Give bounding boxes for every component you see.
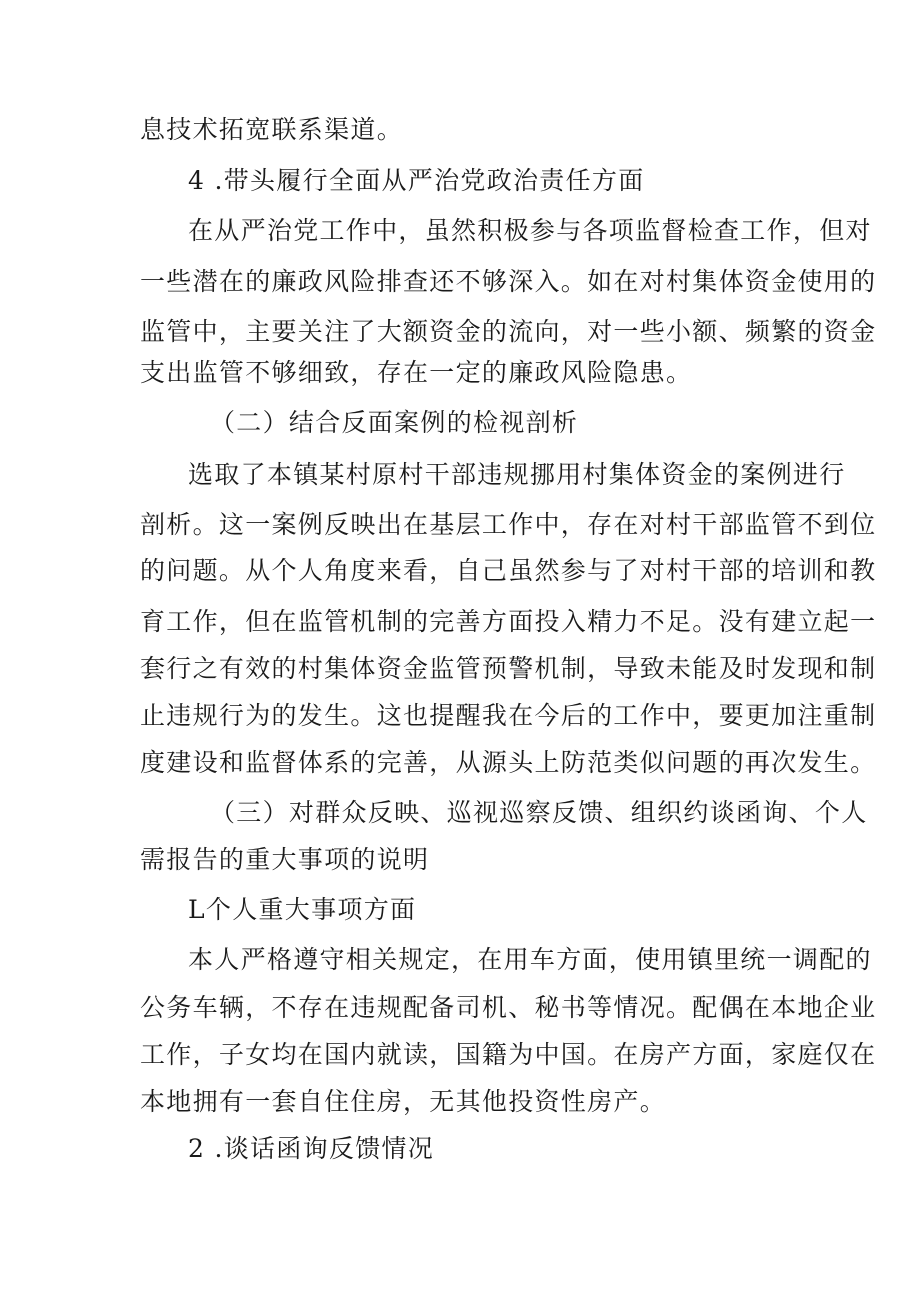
section-heading: （三）对群众反映、巡视巡察反馈、组织约谈函询、个人 — [210, 798, 868, 827]
section-heading: 4 .带头履行全面从严治党政治责任方面 — [188, 166, 645, 195]
section-heading: L个人重大事项方面 — [188, 895, 417, 924]
text-line: 育工作，但在监管机制的完善方面投入精力不足。没有建立起一 — [140, 607, 877, 636]
text-line: 工作，子女均在国内就读，国籍为中国。在房产方面，家庭仅在 — [140, 1040, 877, 1069]
section-heading: （二）结合反面案例的检视剖析 — [210, 408, 579, 437]
text-line: 在从严治党工作中，虽然积极参与各项监督检查工作，但对 — [188, 216, 872, 245]
text-line: 本地拥有一套自住住房，无其他投资性房产。 — [140, 1087, 667, 1116]
text-line: 监管中，主要关注了大额资金的流向，对一些小额、频繁的资金 — [140, 317, 877, 346]
text-line: 套行之有效的村集体资金监管预警机制，导致未能及时发现和制 — [140, 654, 877, 683]
text-line: 度建设和监督体系的完善，从源头上防范类似问题的再次发生。 — [140, 748, 877, 777]
text-line: 本人严格遵守相关规定，在用车方面，使用镇里统一调配的 — [188, 945, 872, 974]
section-heading: 需报告的重大事项的说明 — [140, 845, 430, 874]
text-line: 息技术拓宽联系渠道。 — [140, 115, 404, 144]
text-line: 的问题。从个人角度来看，自己虽然参与了对村干部的培训和教 — [140, 556, 877, 585]
section-heading: 2 .谈话函询反馈情况 — [188, 1134, 435, 1163]
text-line: 公务车辆，不存在违规配备司机、秘书等情况。配偶在本地企业 — [140, 993, 877, 1022]
text-line: 止违规行为的发生。这也提醒我在今后的工作中，要更加注重制 — [140, 701, 877, 730]
text-line: 剖析。这一案例反映出在基层工作中，存在对村干部监管不到位 — [140, 510, 877, 539]
text-line: 支出监管不够细致，存在一定的廉政风险隐患。 — [140, 358, 693, 387]
text-line: 选取了本镇某村原村干部违规挪用村集体资金的案例进行 — [188, 460, 846, 489]
text-line: 一些潜在的廉政风险排查还不够深入。如在对村集体资金使用的 — [140, 267, 877, 296]
